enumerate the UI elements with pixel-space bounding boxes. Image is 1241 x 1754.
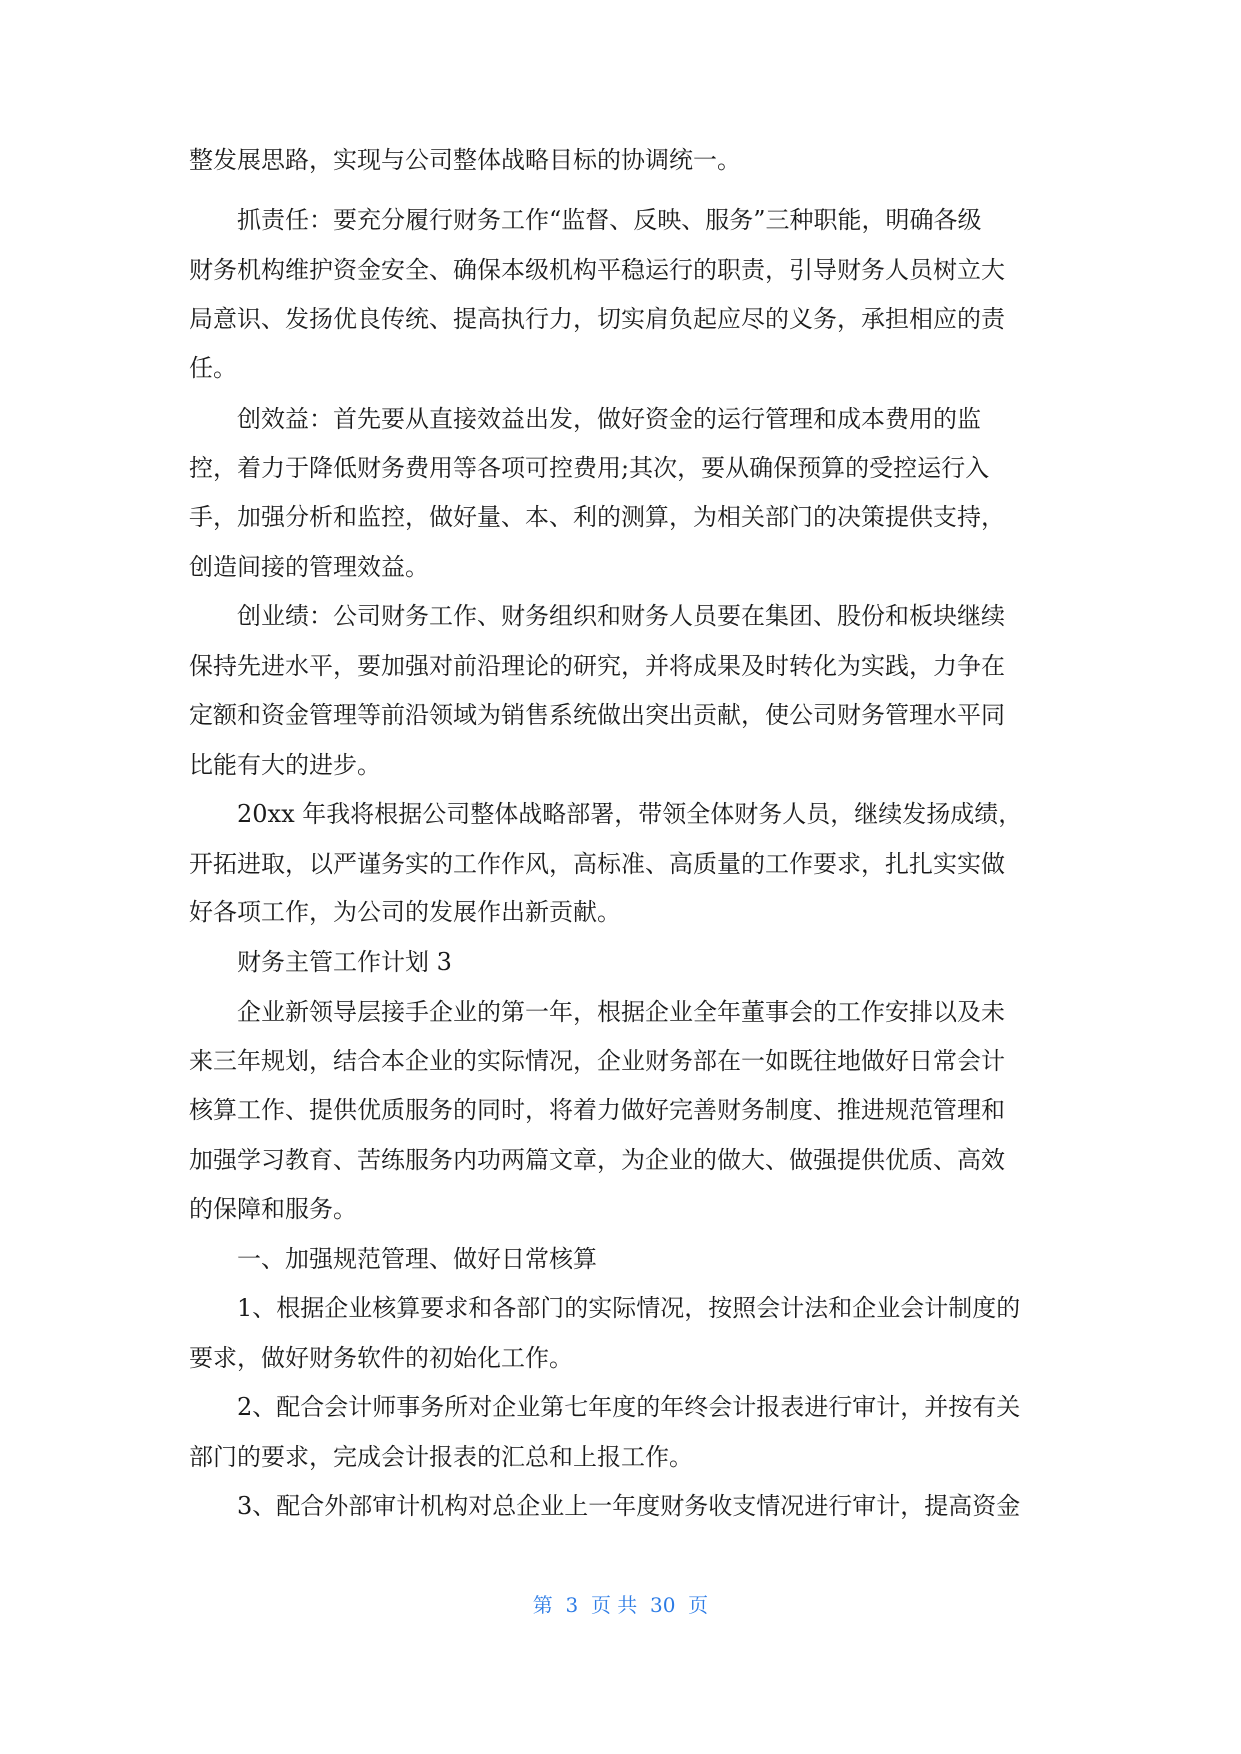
text-line: 创效益：首先要从直接效益出发，做好资金的运行管理和成本费用的监 <box>237 405 981 433</box>
text-line: 要求，做好财务软件的初始化工作。 <box>189 1344 573 1372</box>
text-line: 比能有大的进步。 <box>189 751 381 779</box>
text-line: 部门的要求，完成会计报表的汇总和上报工作。 <box>189 1443 693 1471</box>
text-line: 2、配合会计师事务所对企业第七年度的年终会计报表进行审计，并按有关 <box>237 1393 1021 1421</box>
text-line: 1、根据企业核算要求和各部门的实际情况，按照会计法和企业会计制度的 <box>237 1294 1021 1322</box>
text-line: 控，着力于降低财务费用等各项可控费用;其次，要从确保预算的受控运行入 <box>189 454 990 482</box>
text-line: 抓责任：要充分履行财务工作“监督、反映、服务”三种职能，明确各级 <box>237 206 982 234</box>
text-line: 财务机构维护资金安全、确保本级机构平稳运行的职责，引导财务人员树立大 <box>189 256 1005 284</box>
text-line: 局意识、发扬优良传统、提高执行力，切实肩负起应尽的义务，承担相应的责 <box>189 305 1005 333</box>
text-line: 创造间接的管理效益。 <box>189 553 429 581</box>
section-title: 财务主管工作计划 3 <box>237 948 452 976</box>
text-line: 保持先进水平，要加强对前沿理论的研究，并将成果及时转化为实践，力争在 <box>189 652 1005 680</box>
text-line: 企业新领导层接手企业的第一年，根据企业全年董事会的工作安排以及未 <box>237 998 1005 1026</box>
text-line: 3、配合外部审计机构对总企业上一年度财务收支情况进行审计，提高资金 <box>237 1492 1021 1520</box>
text-line: 手，加强分析和监控，做好量、本、利的测算，为相关部门的决策提供支持， <box>189 503 1005 531</box>
text-line: 20xx 年我将根据公司整体战略部署，带领全体财务人员，继续发扬成绩， <box>237 800 1023 828</box>
text-line: 核算工作、提供优质服务的同时，将着力做好完善财务制度、推进规范管理和 <box>189 1096 1005 1124</box>
text-line: 任。 <box>189 354 237 382</box>
text-line: 来三年规划，结合本企业的实际情况，企业财务部在一如既往地做好日常会计 <box>189 1047 1005 1075</box>
page-number-footer: 第 3 页 共 30 页 <box>532 1593 709 1617</box>
text-line: 的保障和服务。 <box>189 1195 357 1223</box>
section-heading: 一、加强规范管理、做好日常核算 <box>237 1245 597 1273</box>
text-line: 好各项工作，为公司的发展作出新贡献。 <box>189 898 621 926</box>
text-line: 开拓进取，以严谨务实的工作作风，高标准、高质量的工作要求，扎扎实实做 <box>189 850 1005 878</box>
text-line: 创业绩：公司财务工作、财务组织和财务人员要在集团、股份和板块继续 <box>237 602 1005 630</box>
text-line: 整发展思路，实现与公司整体战略目标的协调统一。 <box>189 146 741 174</box>
text-line: 加强学习教育、苦练服务内功两篇文章，为企业的做大、做强提供优质、高效 <box>189 1146 1005 1174</box>
text-line: 定额和资金管理等前沿领域为销售系统做出突出贡献，使公司财务管理水平同 <box>189 701 1005 729</box>
